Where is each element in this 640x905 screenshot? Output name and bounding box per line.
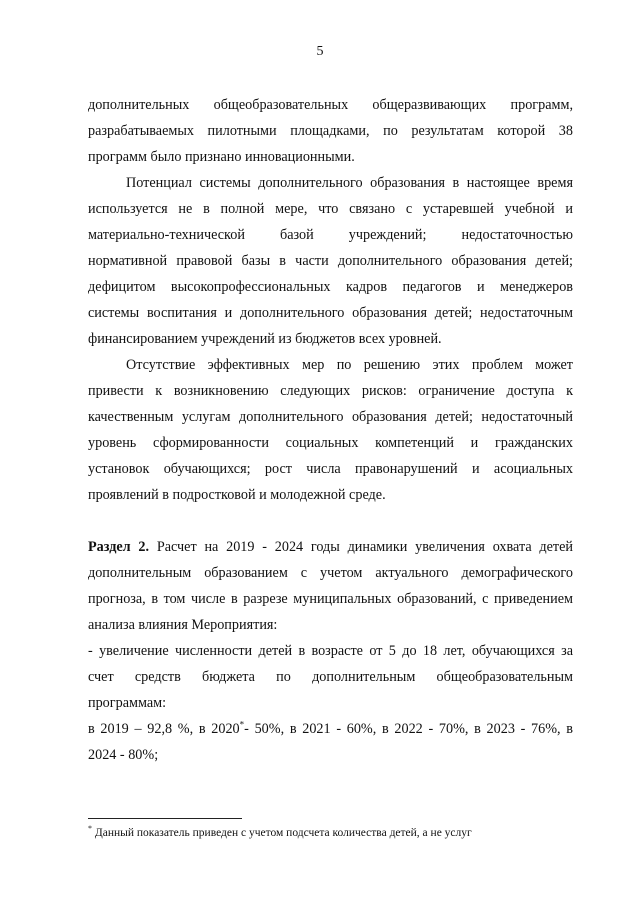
paragraph-line: программ было признано инновационными. [88, 149, 355, 165]
paragraph-line: дополнительных общеобразовательных общеразвивающих программ, [88, 97, 573, 113]
footnote-text: Данный показатель приведен с учетом подсчета количества детей, а не услуг [92, 827, 472, 839]
paragraph-line: привести к возникновению следующих рисков: ограничение доступа к [88, 383, 573, 399]
paragraph-line: нормативной правовой базы в части дополнительного образования детей; [88, 253, 573, 269]
section-heading-line [88, 538, 573, 556]
paragraph-line: дополнительным образованием с учетом актуального демографического [88, 565, 573, 581]
paragraph-line: - увеличение численности детей в возрасте от 5 до 18 лет, обучающихся за [88, 643, 573, 659]
paragraph-line: установок обучающихся; рост числа правонарушений и асоциальных [88, 461, 573, 477]
footnote-separator [88, 818, 242, 819]
paragraph-line: используется не в полной мере, что связано с устаревшей учебной и [88, 201, 573, 217]
section-title-text: Расчет на 2019 - 2024 годы динамики увеличения охвата детей [156, 539, 574, 555]
paragraph-line: материально-технической базой учреждений; недостаточностью [88, 227, 573, 243]
paragraph-line: дефицитом высокопрофессиональных кадров педагогов и менеджеров [88, 279, 573, 295]
footnote-marker: * [239, 719, 245, 730]
paragraph-line: прогноза, в том числе в разрезе муниципальных образований, с приведением [88, 591, 573, 607]
values-line [88, 720, 573, 738]
values-text-start: в 2019 – 92,8 %, в 2020 [88, 721, 240, 737]
footnote-mark: * [88, 824, 92, 834]
paragraph-line: проявлений в подростковой и молодежной среде. [88, 487, 386, 503]
paragraph-line: уровень сформированности социальных компетенций и гражданских [88, 435, 573, 451]
paragraph-line: Потенциал системы дополнительного образования в настоящее время [126, 175, 573, 191]
footnote [88, 826, 588, 840]
page-number: 5 [316, 44, 324, 59]
values-text-end: - 50%, в 2021 - 60%, в 2022 - 70%, в 2023 - 76%, в [244, 721, 574, 737]
paragraph-line: счет средств бюджета по дополнительным общеобразовательным [88, 669, 573, 685]
paragraph-line: анализа влияния Мероприятия: [88, 617, 278, 633]
paragraph-line: качественным услугам дополнительного образования детей; недостаточный [88, 409, 573, 425]
paragraph-line: Отсутствие эффективных мер по решению этих проблем может [126, 357, 573, 373]
paragraph-line: 2024 - 80%; [88, 747, 159, 763]
section-heading: Раздел 2. [88, 539, 150, 555]
paragraph-line: финансированием учреждений из бюджетов всех уровней. [88, 331, 442, 347]
paragraph-line: разрабатываемых пилотными площадками, по результатам которой 38 [88, 123, 573, 139]
paragraph-line: системы воспитания и дополнительного образования детей; недостаточным [88, 305, 573, 321]
paragraph-line: программам: [88, 695, 167, 711]
